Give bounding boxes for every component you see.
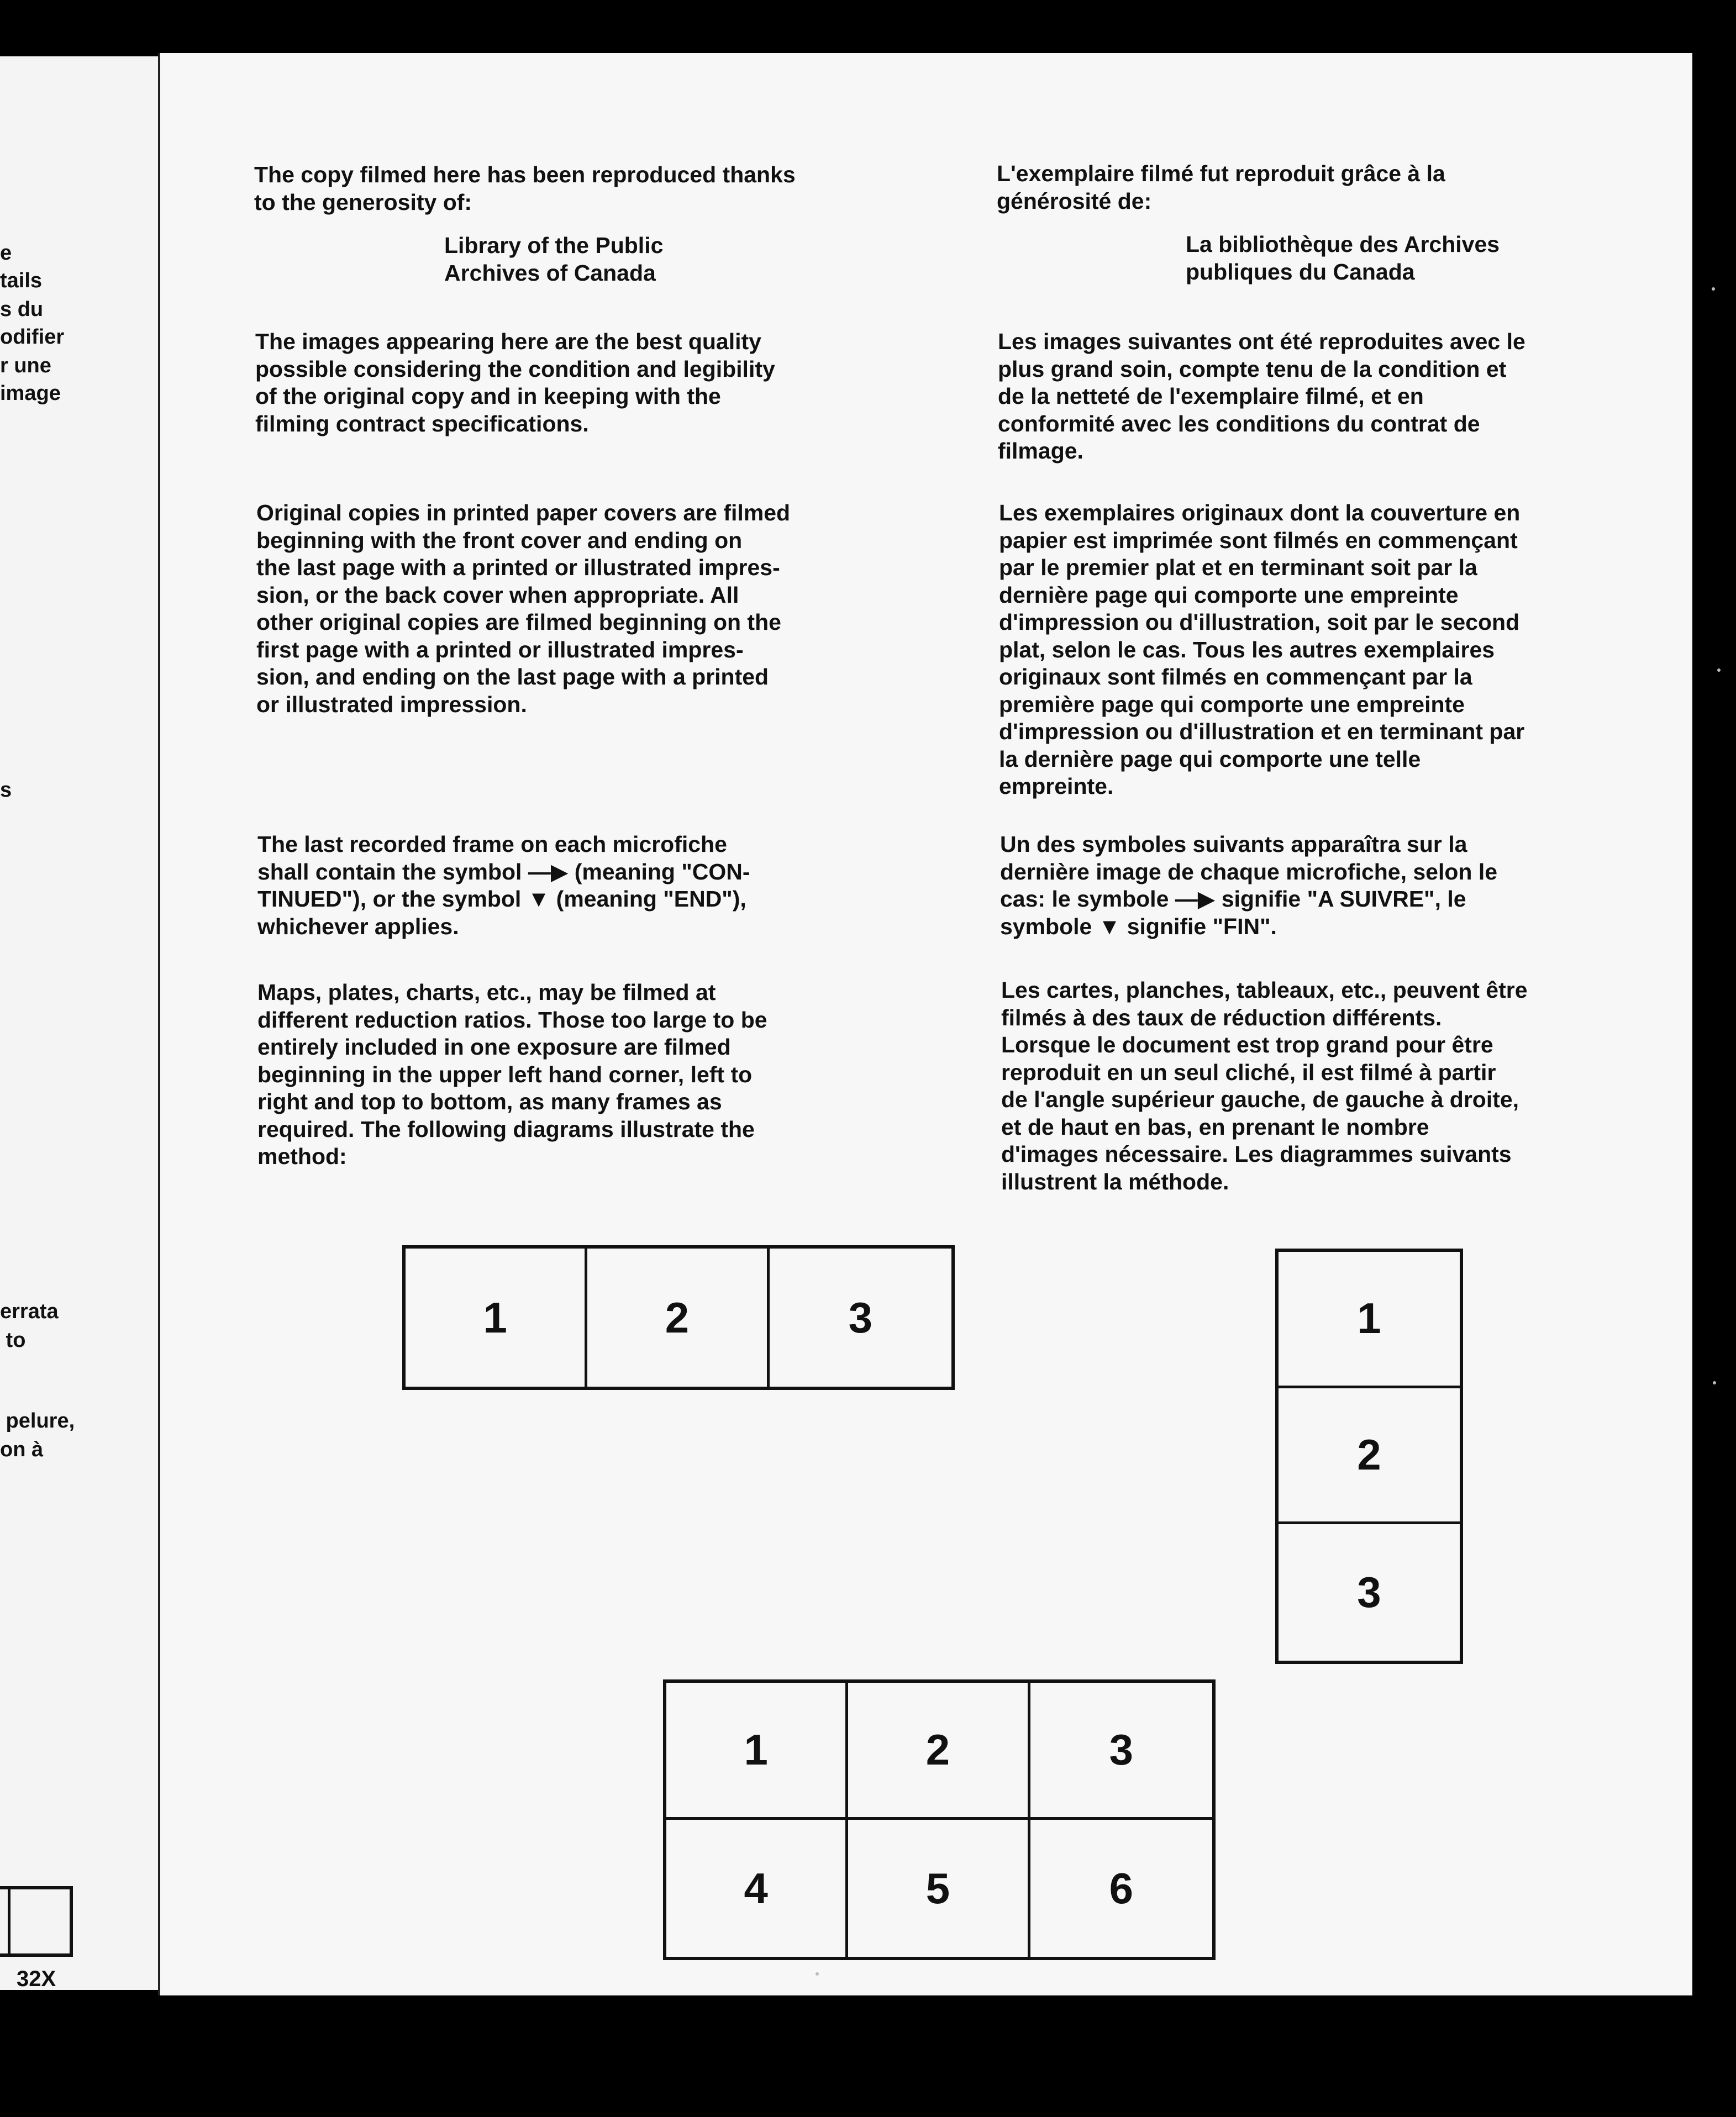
frame-cell: 2 bbox=[848, 1683, 1030, 1820]
frame-cell: 3 bbox=[848, 1293, 873, 1342]
french-original-copies: Les exemplaires originaux dont la couverture en papier est imprimée sont filmés en commençant par le premier plat et en terminant soit par la dernière page qui comporte une empreinte d'impression ou d'illustration, soit par le second plat, selon le cas. Tous les autres exemplaires originaux sont filmés en commençant par la première page qui comporte une empreinte d'impression ou d'illustration et en terminant par la dernière page qui comporte une telle empreinte. bbox=[999, 500, 1525, 799]
scan-speck bbox=[816, 1972, 819, 1976]
left-fragment: to bbox=[0, 1329, 26, 1352]
left-fragment: on à bbox=[0, 1438, 44, 1461]
frame-cell: 2 bbox=[587, 1249, 769, 1387]
left-fragment: tails bbox=[0, 269, 43, 292]
frame-cell: 2 bbox=[1279, 1388, 1460, 1525]
left-fragment: image bbox=[0, 382, 61, 405]
left-fragment: s bbox=[0, 778, 12, 802]
english-image-quality: The images appearing here are the best quality possible considering the condition and legibility of the original copy and in keeping with the filming contract specifications. bbox=[255, 329, 775, 436]
frame-cell: 3 bbox=[1357, 1568, 1381, 1617]
left-fragment: e bbox=[0, 241, 12, 265]
french-symbols: Un des symboles suivants apparaîtra sur la dernière image de chaque microfiche, selon le cas: le symbole —▶ signifie "A SUIVRE", le symbole ▼ signifie "FIN". bbox=[1000, 831, 1498, 939]
left-fragment: r une bbox=[0, 354, 51, 377]
english-symbols: The last recorded frame on each microfiche shall contain the symbol —▶ (meaning "CON- TINUED"), or the symbol ▼ (meaning "END"), whichever applies. bbox=[257, 831, 750, 939]
french-thanks: L'exemplaire filmé fut reproduit grâce à la générosité de: bbox=[997, 161, 1445, 214]
french-maps-plates: Les cartes, planches, tableaux, etc., peuvent être filmés à des taux de réduction différents. Lorsque le document est trop grand pour être reproduit en un seul cliché, il est filmé à partir de l'angle supérieur gauche, de gauche à droite, et de haut en bas, en prenant le nombre d'images nécessaire. Les diagrammes suivants illustrent la méthode. bbox=[1001, 977, 1528, 1194]
diagram-grid bbox=[663, 1679, 1216, 1960]
resolution-target-box bbox=[0, 1886, 73, 1957]
frame-cell: 1 bbox=[1279, 1252, 1460, 1388]
left-fragment: pelure, bbox=[0, 1409, 75, 1433]
french-library-name: La bibliothèque des Archives publiques du Canada bbox=[1186, 231, 1500, 285]
scan-speck bbox=[1713, 1381, 1716, 1384]
frame-cell: 5 bbox=[848, 1820, 1030, 1957]
diagram-vertical bbox=[1275, 1249, 1463, 1664]
english-library-name: Library of the Public Archives of Canada bbox=[444, 233, 664, 286]
resolution-label: 32X bbox=[17, 1967, 56, 1991]
left-fragment: odifier bbox=[0, 325, 65, 349]
frame-cell: 6 bbox=[1109, 1863, 1134, 1913]
frame-cell: 3 bbox=[1030, 1683, 1212, 1820]
english-thanks: The copy filmed here has been reproduced thanks to the generosity of: bbox=[254, 162, 796, 215]
frame-cell: 1 bbox=[666, 1683, 848, 1820]
frame-cell: 4 bbox=[666, 1820, 848, 1957]
english-original-copies: Original copies in printed paper covers are filmed beginning with the front cover and ending on the last page with a printed or illustrated impres- sion, or the back cover when appropriate. All other original copies are filmed beginning on the first page with a printed or illustrated impres- sion, and ending on the last page with a printed or illustrated impression. bbox=[256, 500, 791, 717]
english-maps-plates: Maps, plates, charts, etc., may be filmed at different reduction ratios. Those too large to be entirely included in one exposure are filmed beginning in the upper left hand corner, left to right and top to bottom, as many frames as required. The following diagrams illustrate the method: bbox=[257, 979, 767, 1169]
diagram-horizontal bbox=[402, 1245, 955, 1390]
frame-cell: 1 bbox=[406, 1249, 587, 1387]
left-fragment: errata bbox=[0, 1300, 59, 1323]
french-image-quality: Les images suivantes ont été reproduites avec le plus grand soin, compte tenu de la condition et de la netteté de l'exemplaire filmé, et en conformité avec les conditions du contrat de filmage. bbox=[998, 329, 1525, 464]
scan-speck bbox=[1712, 287, 1715, 291]
left-fragment: s du bbox=[0, 298, 44, 321]
main-page bbox=[158, 53, 1692, 1995]
left-page-strip bbox=[0, 56, 165, 1990]
scan-speck bbox=[1717, 668, 1721, 672]
